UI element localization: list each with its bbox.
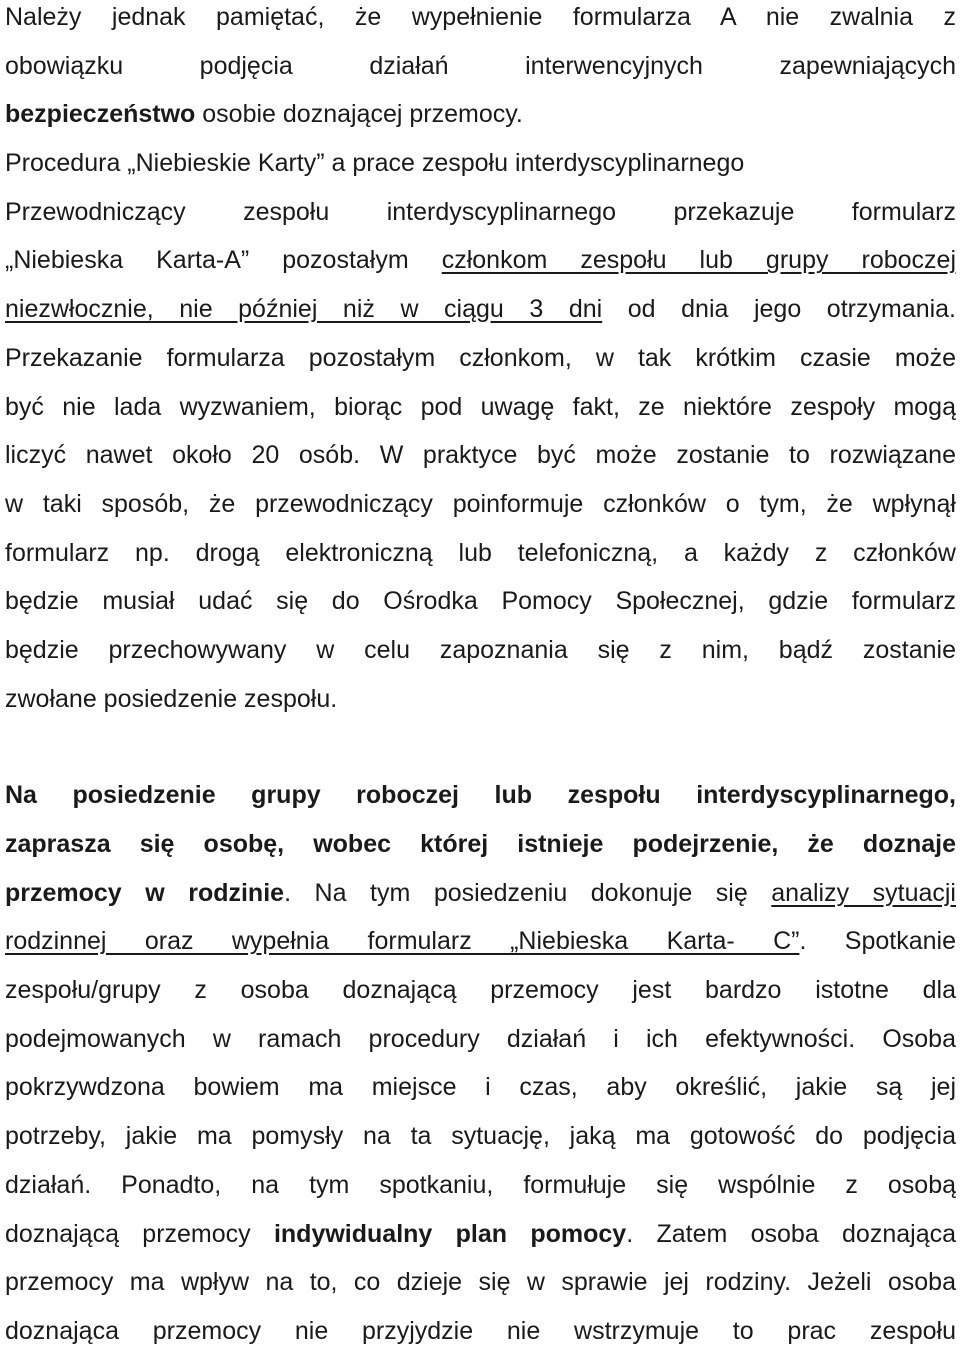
text-line [5,924,956,973]
text-line [5,97,956,146]
text-line: Przekazanie formularza pozostałym członkom, w tak krótkim czasie może [5,343,956,372]
text-line [5,876,956,925]
underlined-text: analizy sytuacji [771,878,956,907]
text-line: działań. Ponadto, na tym spotkaniu, formułuje się wspólnie z osobą [5,1170,956,1199]
text-line: podejmowanych w ramach procedury działań i ich efektywności. Osoba [5,1024,956,1053]
text-run: . Zatem osoba doznająca [626,1219,956,1248]
underlined-text: niezwłocznie, nie później niż w ciągu 3 dni [5,295,603,324]
bold-text: indywidualny plan pomocy [273,1219,627,1248]
text-line: potrzeby, jakie ma pomysły na ta sytuację, jaką ma gotowość do podjęcia [5,1122,956,1151]
text-line [5,243,956,292]
text-line: Procedura „Niebieskie Karty” a prace zespołu interdyscyplinarnego [5,149,745,178]
text-run: od dnia jego otrzymania. [602,295,956,324]
paragraph-gap [5,730,956,778]
paragraph-procedure [5,146,956,730]
text-run: . Na tym posiedzeniu dokonuje się [284,878,772,907]
text-run: „Niebieska Karta-A” pozostałym [5,246,442,275]
text-line: liczyć nawet około 20 osób. W praktyce być może zostanie to rozwiązane [5,441,956,470]
text-line: doznająca przemocy nie przyjydzie nie wstrzymuje to prac zespołu [5,1316,956,1345]
text-line: Na posiedzenie grupy roboczej lub zespołu interdyscyplinarnego, [5,781,956,810]
text-line: w taki sposób, że przewodniczący poinformuje członków o tym, że wpłynął [5,489,956,518]
text-line: będzie przechowywany w celu zapoznania się z nim, bądź zostanie [5,635,956,664]
text-run: osobie doznającej przemocy. [195,100,523,129]
text-line: Należy jednak pamiętać, że wypełnienie formularza A nie zwalnia z [5,3,956,31]
text-line: Przewodniczący zespołu interdyscyplinarnego przekazuje formularz [5,197,956,226]
text-line: przemocy ma wpływ na to, co dzieje się w sprawie jej rodziny. Jeżeli osoba [5,1268,956,1297]
text-line: będzie musiał udać się do Ośrodka Pomocy Społecznej, gdzie formularz [5,587,956,616]
document-page [5,0,956,1363]
text-line: zwołane posiedzenie zespołu. [5,684,338,713]
text-line: zaprasza się osobę, wobec której istnieje podejrzenie, że doznaje [5,830,956,858]
text-run: . Spotkanie [799,927,956,956]
underlined-text: rodzinnej oraz wypełnia formularz „Niebieska Karta- C” [5,927,800,956]
text-line: zespołu/grupy z osoba doznającą przemocy jest bardzo istotne dla [5,976,956,1005]
text-line: być nie lada wyzwaniem, biorąc pod uwagę fakt, ze niektóre zespoły mogą [5,392,956,421]
underlined-text: członkom zespołu lub grupy roboczej [441,246,956,275]
text-line: formularz np. drogą elektroniczną lub telefoniczną, a każdy z członków [5,538,956,567]
text-line [5,292,956,341]
paragraph-warning [5,0,956,146]
paragraph-meeting [5,778,956,1362]
text-line: obowiązku podjęcia działań interwencyjnych zapewniających [5,51,956,80]
text-line [5,1217,956,1266]
bold-text: przemocy w rodzinie [5,878,285,907]
text-run: doznającą przemocy [5,1219,274,1248]
bold-text: bezpieczeństwo [5,100,196,129]
text-line: pokrzywdzona bowiem ma miejsce i czas, aby określić, jakie są jej [5,1073,956,1102]
